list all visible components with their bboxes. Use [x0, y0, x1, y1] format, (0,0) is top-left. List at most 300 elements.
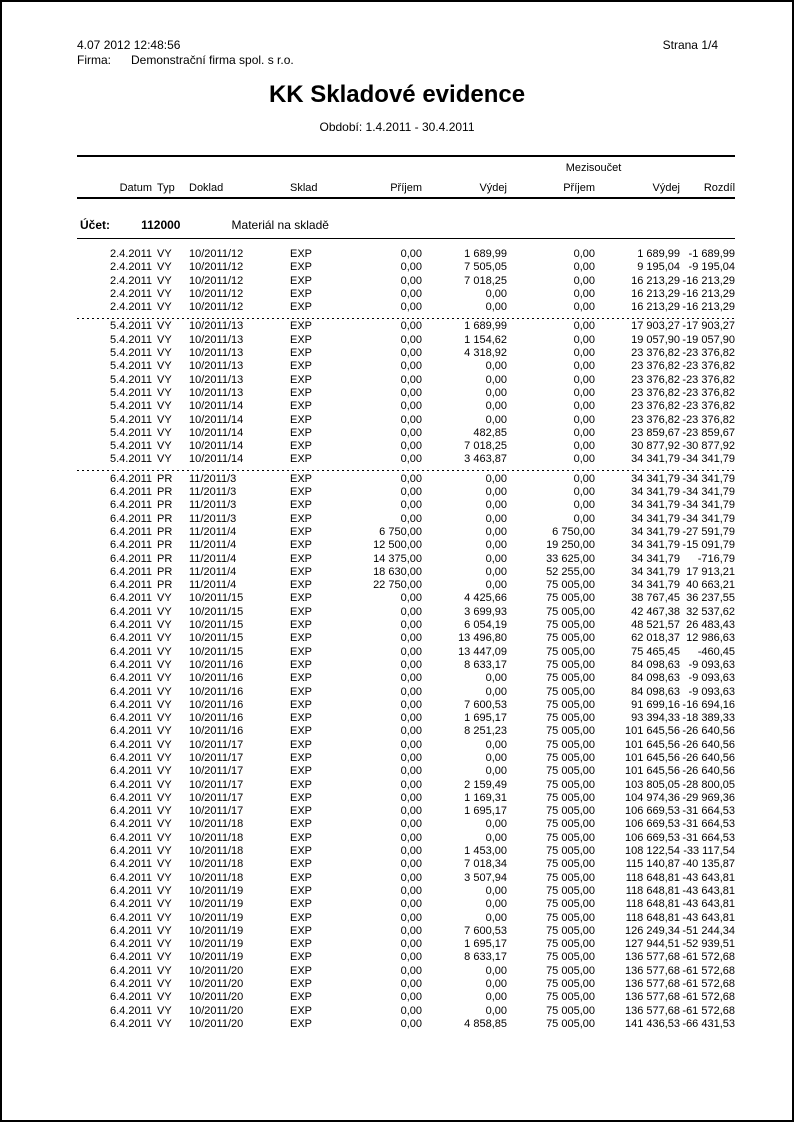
cell-typ: VY	[157, 333, 172, 346]
cell-sklad: EXP	[290, 871, 313, 884]
cell-rozdil: -34 341,79	[682, 512, 736, 525]
cell-typ: PR	[157, 525, 173, 538]
cell-doklad: 10/2011/20	[189, 978, 244, 991]
cell-datum: 6.4.2011	[109, 805, 152, 818]
cell-mezisoucet-vydej: 103 805,05	[624, 778, 681, 791]
cell-sklad: EXP	[290, 791, 313, 804]
cell-sklad: EXP	[290, 486, 313, 499]
cell-rozdil: -66 431,53	[682, 1017, 736, 1030]
account-section	[77, 198, 735, 239]
cell-mezisoucet-vydej: 101 645,56	[624, 765, 681, 778]
cell-prijem: 0,00	[400, 499, 422, 512]
table-row	[77, 938, 735, 951]
cell-mezisoucet-vydej: 34 341,79	[631, 499, 681, 512]
cell-rozdil: -27 591,79	[682, 525, 736, 538]
table-row	[77, 473, 735, 486]
cell-rozdil: -51 244,34	[682, 924, 736, 937]
cell-sklad: EXP	[290, 978, 313, 991]
cell-typ: PR	[157, 539, 173, 552]
cell-doklad: 10/2011/18	[189, 845, 244, 858]
cell-vydej: 0,00	[485, 579, 507, 592]
col-header-vydej: Výdej	[422, 174, 507, 198]
cell-mezisoucet-prijem: 0,00	[573, 301, 595, 314]
cell-prijem: 0,00	[400, 951, 422, 964]
column-header-row	[77, 174, 735, 198]
mezisoucet-group-header: Mezisoučet	[507, 156, 680, 174]
table-row	[77, 991, 735, 1004]
account-number: 112000	[141, 218, 181, 232]
cell-prijem: 22 750,00	[373, 579, 422, 592]
cell-vydej: 2 159,49	[464, 778, 507, 791]
cell-typ: VY	[157, 858, 172, 871]
cell-vydej: 0,00	[485, 685, 507, 698]
cell-sklad: EXP	[290, 579, 313, 592]
cell-mezisoucet-vydej: 34 341,79	[631, 539, 681, 552]
cell-mezisoucet-vydej: 34 341,79	[631, 486, 681, 499]
table-row	[77, 334, 735, 347]
cell-doklad: 10/2011/14	[189, 400, 244, 413]
report-period: Období: 1.4.2011 - 30.4.2011	[319, 120, 475, 134]
cell-sklad: EXP	[290, 831, 313, 844]
cell-mezisoucet-prijem: 75 005,00	[546, 712, 595, 725]
cell-rozdil: -43 643,81	[682, 898, 736, 911]
cell-datum: 5.4.2011	[109, 426, 152, 439]
cell-typ: VY	[157, 440, 172, 453]
cell-mezisoucet-vydej: 84 098,63	[631, 685, 681, 698]
cell-mezisoucet-prijem: 75 005,00	[546, 911, 595, 924]
table-row	[77, 858, 735, 871]
cell-rozdil: -9 195,04	[688, 261, 736, 274]
cell-prijem: 0,00	[400, 287, 422, 300]
cell-doklad: 10/2011/14	[189, 426, 244, 439]
cell-mezisoucet-vydej: 118 648,81	[625, 911, 681, 924]
cell-doklad: 10/2011/15	[189, 592, 244, 605]
col-header-prijem: Příjem	[347, 174, 422, 198]
cell-rozdil: -28 800,05	[682, 778, 736, 791]
page-meta	[77, 38, 718, 53]
cell-doklad: 10/2011/14	[189, 453, 244, 466]
cell-datum: 6.4.2011	[109, 698, 152, 711]
cell-sklad: EXP	[290, 658, 313, 671]
cell-doklad: 10/2011/19	[189, 898, 244, 911]
cell-vydej: 0,00	[485, 565, 507, 578]
cell-prijem: 0,00	[400, 592, 422, 605]
cell-mezisoucet-prijem: 75 005,00	[546, 991, 595, 1004]
cell-datum: 6.4.2011	[109, 845, 152, 858]
table-row	[77, 347, 735, 360]
cell-vydej: 0,00	[485, 539, 507, 552]
cell-sklad: EXP	[290, 751, 313, 764]
cell-rozdil: -29 969,36	[682, 791, 736, 804]
cell-doklad: 10/2011/17	[189, 805, 244, 818]
cell-typ: VY	[157, 360, 172, 373]
cell-mezisoucet-prijem: 75 005,00	[546, 751, 595, 764]
cell-doklad: 10/2011/16	[189, 685, 244, 698]
cell-prijem: 0,00	[400, 658, 422, 671]
cell-doklad: 10/2011/16	[189, 698, 244, 711]
cell-mezisoucet-prijem: 0,00	[573, 512, 595, 525]
table-row	[77, 951, 735, 964]
cell-datum: 6.4.2011	[109, 1017, 152, 1030]
cell-mezisoucet-prijem: 75 005,00	[546, 791, 595, 804]
cell-rozdil: -18 389,33	[682, 712, 736, 725]
table-row	[77, 646, 735, 659]
cell-rozdil: -61 572,68	[682, 951, 736, 964]
cell-vydej: 7 600,53	[464, 924, 507, 937]
cell-sklad: EXP	[290, 924, 313, 937]
cell-vydej: 13 496,80	[458, 632, 507, 645]
cell-doklad: 11/2011/3	[189, 499, 237, 512]
cell-mezisoucet-vydej: 93 394,33	[631, 712, 681, 725]
cell-sklad: EXP	[290, 738, 313, 751]
cell-sklad: EXP	[290, 645, 313, 658]
cell-doklad: 11/2011/4	[189, 525, 237, 538]
cell-mezisoucet-prijem: 75 005,00	[546, 579, 595, 592]
cell-rozdil: -34 341,79	[682, 453, 736, 466]
cell-doklad: 10/2011/15	[189, 645, 244, 658]
cell-datum: 6.4.2011	[109, 818, 152, 831]
cell-doklad: 10/2011/16	[189, 712, 244, 725]
table-row	[77, 539, 735, 552]
report-table	[77, 155, 735, 1031]
cell-rozdil: -34 341,79	[682, 499, 736, 512]
cell-vydej: 1 695,17	[464, 712, 507, 725]
cell-prijem: 0,00	[400, 858, 422, 871]
cell-datum: 6.4.2011	[109, 991, 152, 1004]
table-row	[77, 553, 735, 566]
cell-typ: VY	[157, 426, 172, 439]
cell-vydej: 7 505,05	[464, 261, 507, 274]
cell-prijem: 0,00	[400, 274, 422, 287]
cell-typ: VY	[157, 386, 172, 399]
table-header	[77, 156, 735, 198]
table-row	[77, 1018, 735, 1031]
cell-rozdil: -16 213,29	[682, 274, 736, 287]
cell-prijem: 0,00	[400, 301, 422, 314]
cell-vydej: 0,00	[485, 884, 507, 897]
table-row	[77, 712, 735, 725]
table-row	[77, 725, 735, 738]
cell-doklad: 10/2011/16	[189, 658, 244, 671]
cell-rozdil: 12 986,63	[686, 632, 736, 645]
cell-datum: 6.4.2011	[109, 978, 152, 991]
spacer-row	[77, 239, 735, 249]
table-row	[77, 659, 735, 672]
cell-mezisoucet-vydej: 34 341,79	[631, 552, 681, 565]
cell-sklad: EXP	[290, 440, 313, 453]
cell-datum: 6.4.2011	[109, 938, 152, 951]
cell-sklad: EXP	[290, 400, 313, 413]
cell-typ: VY	[157, 712, 172, 725]
cell-mezisoucet-prijem: 75 005,00	[546, 924, 595, 937]
cell-datum: 6.4.2011	[109, 486, 152, 499]
table-row	[77, 275, 735, 288]
table-row	[77, 898, 735, 911]
cell-mezisoucet-vydej: 23 376,82	[631, 373, 681, 386]
cell-rozdil: -31 664,53	[682, 805, 736, 818]
cell-mezisoucet-prijem: 0,00	[573, 426, 595, 439]
cell-sklad: EXP	[290, 386, 313, 399]
cell-sklad: EXP	[290, 685, 313, 698]
cell-mezisoucet-prijem: 75 005,00	[546, 632, 595, 645]
cell-vydej: 7 018,34	[464, 858, 507, 871]
cell-doklad: 10/2011/20	[189, 964, 244, 977]
table-row	[77, 320, 735, 333]
cell-prijem: 0,00	[400, 413, 422, 426]
cell-typ: VY	[157, 991, 172, 1004]
cell-sklad: EXP	[290, 1004, 313, 1017]
cell-sklad: EXP	[290, 964, 313, 977]
cell-sklad: EXP	[290, 248, 313, 260]
cell-doklad: 10/2011/14	[189, 440, 244, 453]
cell-mezisoucet-prijem: 0,00	[573, 360, 595, 373]
cell-prijem: 18 630,00	[373, 565, 422, 578]
cell-vydej: 0,00	[485, 301, 507, 314]
cell-rozdil: -43 643,81	[682, 911, 736, 924]
cell-prijem: 0,00	[400, 938, 422, 951]
cell-doklad: 11/2011/3	[189, 486, 237, 499]
cell-mezisoucet-vydej: 136 577,68	[624, 951, 681, 964]
cell-datum: 6.4.2011	[109, 898, 152, 911]
cell-prijem: 0,00	[400, 360, 422, 373]
cell-rozdil: -34 341,79	[682, 472, 736, 485]
cell-vydej: 4 858,85	[464, 1017, 507, 1030]
cell-mezisoucet-prijem: 0,00	[573, 486, 595, 499]
table-row	[77, 818, 735, 831]
cell-sklad: EXP	[290, 539, 313, 552]
cell-rozdil: -23 859,67	[682, 426, 736, 439]
cell-datum: 6.4.2011	[109, 472, 152, 485]
cell-prijem: 0,00	[400, 400, 422, 413]
col-header-rozdil: Rozdíl	[680, 174, 735, 198]
cell-prijem: 0,00	[400, 805, 422, 818]
cell-mezisoucet-vydej: 75 465,45	[631, 645, 681, 658]
cell-mezisoucet-prijem: 75 005,00	[546, 858, 595, 871]
cell-vydej: 1 689,99	[464, 320, 507, 333]
cell-typ: VY	[157, 924, 172, 937]
table-row	[77, 672, 735, 685]
cell-doklad: 10/2011/13	[189, 320, 244, 333]
cell-sklad: EXP	[290, 858, 313, 871]
cell-datum: 6.4.2011	[109, 658, 152, 671]
cell-doklad: 10/2011/20	[189, 1004, 244, 1017]
cell-mezisoucet-prijem: 52 255,00	[546, 565, 595, 578]
group-header-row	[77, 156, 735, 174]
cell-datum: 6.4.2011	[109, 858, 152, 871]
cell-prijem: 0,00	[400, 512, 422, 525]
table-row	[77, 632, 735, 645]
cell-datum: 6.4.2011	[109, 685, 152, 698]
table-row	[77, 872, 735, 885]
cell-sklad: EXP	[290, 1017, 313, 1030]
cell-datum: 6.4.2011	[109, 712, 152, 725]
cell-prijem: 0,00	[400, 486, 422, 499]
cell-datum: 6.4.2011	[109, 619, 152, 632]
cell-typ: PR	[157, 512, 173, 525]
cell-sklad: EXP	[290, 938, 313, 951]
cell-mezisoucet-vydej: 34 341,79	[631, 579, 681, 592]
cell-mezisoucet-vydej: 34 341,79	[631, 525, 681, 538]
table-row	[77, 374, 735, 387]
cell-prijem: 0,00	[400, 619, 422, 632]
cell-doklad: 10/2011/17	[189, 738, 244, 751]
cell-doklad: 10/2011/15	[189, 605, 244, 618]
table-row	[77, 301, 735, 314]
account-name: Materiál na skladě	[231, 218, 329, 232]
cell-typ: VY	[157, 938, 172, 951]
cell-doklad: 10/2011/13	[189, 333, 244, 346]
cell-rozdil: -9 093,63	[688, 672, 736, 685]
cell-rozdil: -460,45	[697, 645, 736, 658]
cell-rozdil: -30 877,92	[682, 440, 736, 453]
cell-prijem: 12 500,00	[373, 539, 422, 552]
cell-prijem: 0,00	[400, 373, 422, 386]
cell-rozdil: -9 093,63	[688, 658, 736, 671]
cell-mezisoucet-vydej: 42 467,38	[631, 605, 681, 618]
cell-doklad: 10/2011/20	[189, 1017, 244, 1030]
cell-sklad: EXP	[290, 698, 313, 711]
cell-mezisoucet-prijem: 75 005,00	[546, 831, 595, 844]
cell-doklad: 10/2011/17	[189, 778, 244, 791]
cell-prijem: 14 375,00	[373, 552, 422, 565]
cell-mezisoucet-vydej: 34 341,79	[631, 565, 681, 578]
cell-mezisoucet-prijem: 0,00	[573, 347, 595, 360]
cell-mezisoucet-vydej: 23 376,82	[631, 400, 681, 413]
cell-prijem: 0,00	[400, 765, 422, 778]
cell-prijem: 0,00	[400, 426, 422, 439]
cell-prijem: 0,00	[400, 453, 422, 466]
cell-typ: VY	[157, 261, 172, 274]
cell-prijem: 0,00	[400, 632, 422, 645]
cell-sklad: EXP	[290, 347, 313, 360]
cell-mezisoucet-vydej: 108 122,54	[624, 845, 681, 858]
cell-mezisoucet-prijem: 0,00	[573, 499, 595, 512]
cell-doklad: 10/2011/15	[189, 632, 244, 645]
cell-sklad: EXP	[290, 845, 313, 858]
cell-datum: 5.4.2011	[109, 440, 152, 453]
cell-prijem: 0,00	[400, 347, 422, 360]
cell-mezisoucet-vydej: 38 767,45	[631, 592, 681, 605]
cell-typ: VY	[157, 619, 172, 632]
page-number: Strana 1/4	[662, 38, 718, 52]
cell-datum: 6.4.2011	[109, 499, 152, 512]
cell-typ: VY	[157, 698, 172, 711]
cell-vydej: 1 169,31	[464, 791, 507, 804]
cell-vydej: 0,00	[485, 765, 507, 778]
cell-doklad: 10/2011/18	[189, 818, 244, 831]
cell-mezisoucet-vydej: 127 944,51	[624, 938, 681, 951]
cell-prijem: 0,00	[400, 884, 422, 897]
cell-rozdil: -34 341,79	[682, 486, 736, 499]
cell-mezisoucet-prijem: 75 005,00	[546, 845, 595, 858]
cell-typ: VY	[157, 738, 172, 751]
report-title: KK Skladové evidence	[268, 81, 526, 108]
cell-mezisoucet-vydej: 106 669,53	[624, 805, 681, 818]
table-row	[77, 845, 735, 858]
cell-prijem: 0,00	[400, 645, 422, 658]
cell-prijem: 0,00	[400, 386, 422, 399]
table-row	[77, 912, 735, 925]
cell-vydej: 1 695,17	[464, 938, 507, 951]
cell-vydej: 8 251,23	[464, 725, 507, 738]
cell-prijem: 0,00	[400, 845, 422, 858]
cell-vydej: 0,00	[485, 818, 507, 831]
cell-mezisoucet-vydej: 118 648,81	[625, 898, 681, 911]
cell-typ: VY	[157, 453, 172, 466]
cell-typ: VY	[157, 898, 172, 911]
cell-typ: VY	[157, 373, 172, 386]
table-row	[77, 832, 735, 845]
cell-mezisoucet-vydej: 126 249,34	[624, 924, 681, 937]
cell-sklad: EXP	[290, 565, 313, 578]
cell-vydej: 1 689,99	[464, 248, 507, 260]
printed-timestamp: 4.07 2012 12:48:56	[77, 38, 181, 52]
cell-mezisoucet-prijem: 0,00	[573, 400, 595, 413]
table-row	[77, 592, 735, 605]
cell-typ: VY	[157, 805, 172, 818]
cell-vydej: 1 453,00	[464, 845, 507, 858]
table-row	[77, 453, 735, 466]
cell-datum: 5.4.2011	[109, 400, 152, 413]
cell-doklad: 10/2011/18	[189, 871, 244, 884]
cell-typ: PR	[157, 486, 173, 499]
cell-datum: 6.4.2011	[109, 964, 152, 977]
cell-vydej: 0,00	[485, 898, 507, 911]
cell-datum: 6.4.2011	[109, 579, 152, 592]
cell-typ: VY	[157, 632, 172, 645]
cell-datum: 6.4.2011	[109, 525, 152, 538]
table-row	[77, 288, 735, 301]
cell-doklad: 10/2011/16	[189, 672, 244, 685]
cell-rozdil: -40 135,87	[682, 858, 736, 871]
cell-mezisoucet-prijem: 75 005,00	[546, 871, 595, 884]
cell-datum: 6.4.2011	[109, 725, 152, 738]
cell-sklad: EXP	[290, 274, 313, 287]
cell-rozdil: -23 376,82	[682, 373, 736, 386]
cell-typ: VY	[157, 413, 172, 426]
cell-sklad: EXP	[290, 261, 313, 274]
cell-doklad: 10/2011/13	[189, 360, 244, 373]
cell-mezisoucet-vydej: 17 903,27	[631, 320, 681, 333]
cell-rozdil: -61 572,68	[682, 978, 736, 991]
cell-typ: VY	[157, 672, 172, 685]
cell-mezisoucet-prijem: 75 005,00	[546, 725, 595, 738]
cell-typ: VY	[157, 778, 172, 791]
cell-datum: 6.4.2011	[109, 539, 152, 552]
cell-prijem: 0,00	[400, 964, 422, 977]
cell-mezisoucet-vydej: 115 140,87	[625, 858, 681, 871]
cell-vydej: 0,00	[485, 486, 507, 499]
cell-doklad: 10/2011/13	[189, 386, 244, 399]
cell-sklad: EXP	[290, 805, 313, 818]
cell-mezisoucet-prijem: 0,00	[573, 274, 595, 287]
cell-typ: VY	[157, 951, 172, 964]
cell-datum: 6.4.2011	[109, 791, 152, 804]
cell-sklad: EXP	[290, 512, 313, 525]
cell-typ: VY	[157, 287, 172, 300]
cell-mezisoucet-vydej: 19 057,90	[631, 333, 681, 346]
cell-doklad: 10/2011/12	[189, 274, 244, 287]
cell-sklad: EXP	[290, 911, 313, 924]
cell-mezisoucet-prijem: 33 625,00	[546, 552, 595, 565]
table-row	[77, 805, 735, 818]
cell-typ: VY	[157, 685, 172, 698]
cell-datum: 6.4.2011	[109, 605, 152, 618]
col-header-datum: Datum	[77, 174, 152, 198]
cell-mezisoucet-prijem: 0,00	[573, 453, 595, 466]
cell-rozdil: 26 483,43	[686, 619, 736, 632]
table-row	[77, 752, 735, 765]
